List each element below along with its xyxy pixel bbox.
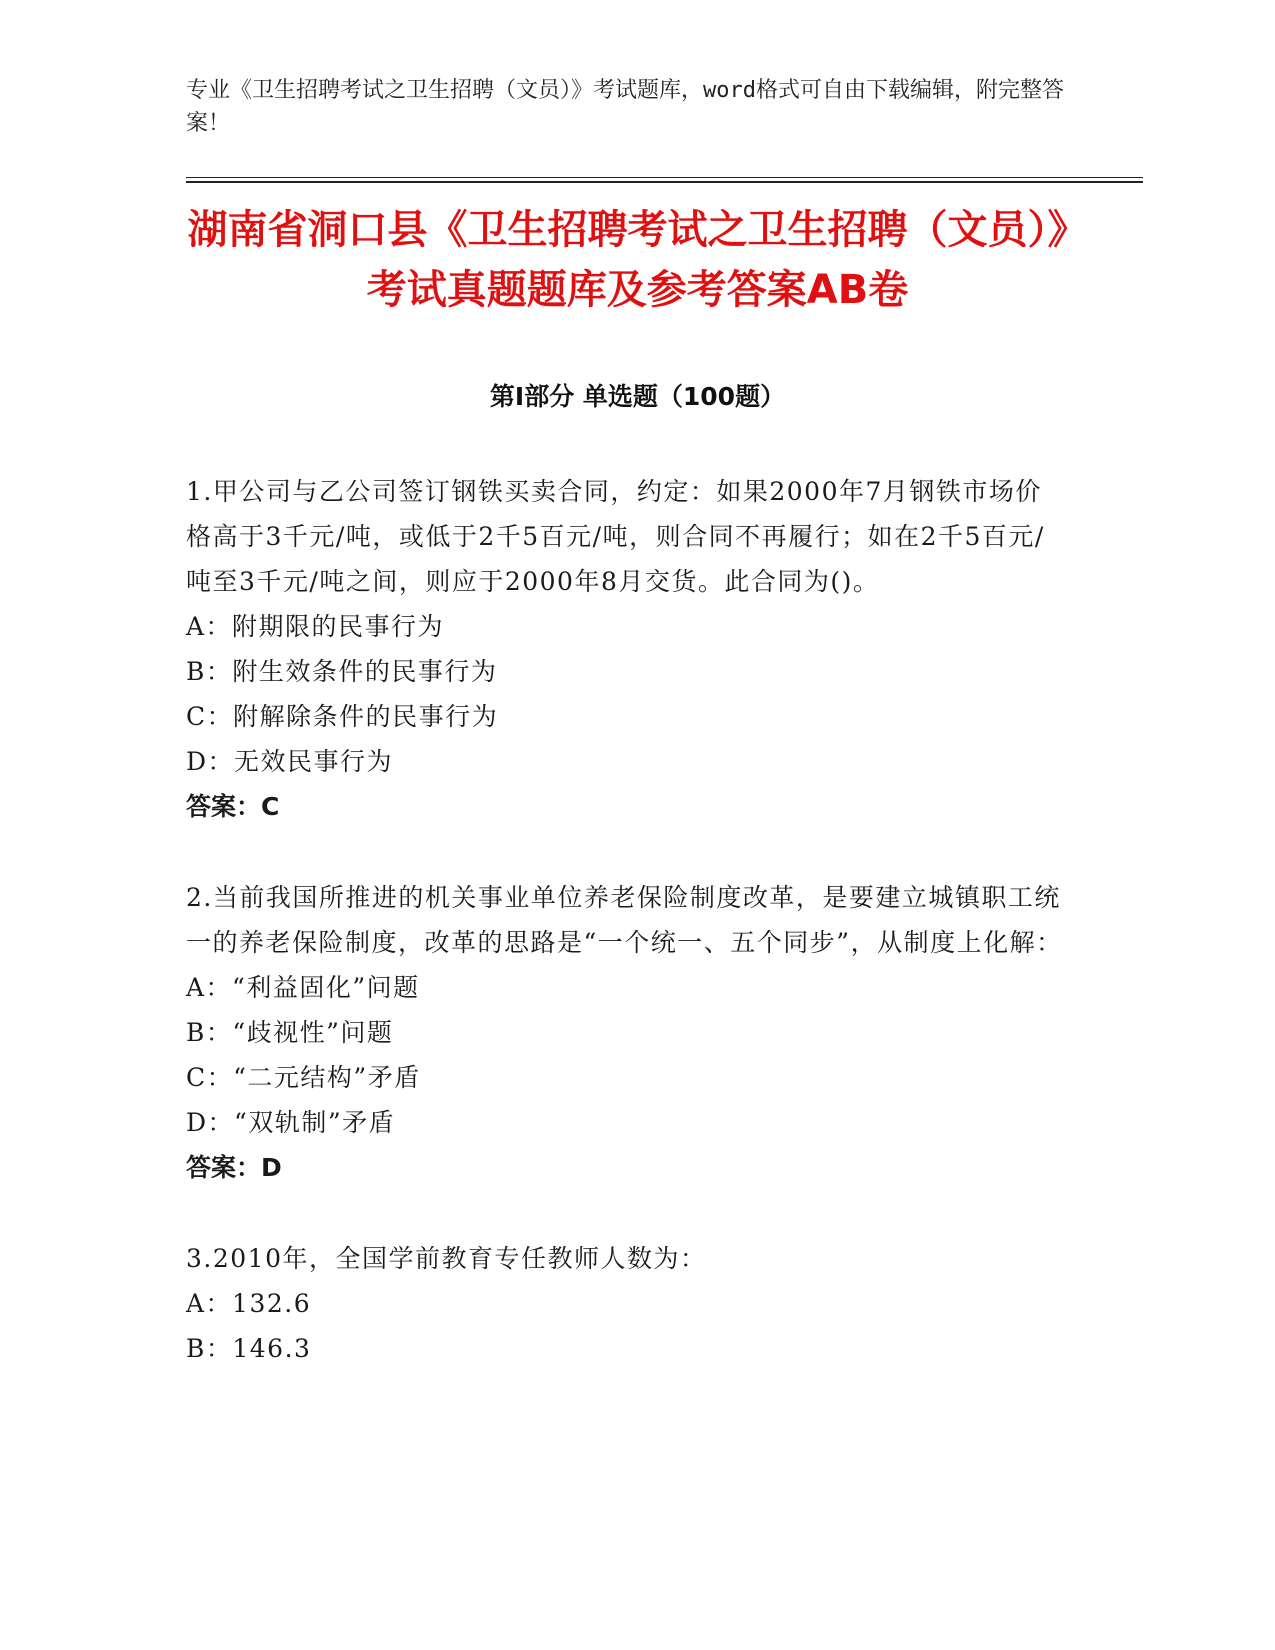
option-d: D：无效民事行为 bbox=[186, 747, 394, 776]
option-a: A：附期限的民事行为 bbox=[186, 612, 445, 641]
option-b: B：附生效条件的民事行为 bbox=[186, 657, 498, 686]
document-title: 湖南省洞口县《卫生招聘考试之卫生招聘（文员）》考试真题题库及参考答案AB卷 bbox=[187, 207, 1088, 313]
question-3 bbox=[186, 1236, 1066, 1371]
option-c: C：附解除条件的民事行为 bbox=[186, 702, 499, 731]
question-stem: 1.甲公司与乙公司签订钢铁买卖合同，约定：如果2000年7月钢铁市场价格高于3千元/吨，或低于2千5百元/吨，则合同不再履行；如在2千5百元/吨至3千元/吨之间，则应于2000年8月交货。此合同为()。 bbox=[186, 477, 1045, 596]
question-1 bbox=[186, 469, 1066, 829]
option-a: A：“利益固化”问题 bbox=[186, 973, 420, 1002]
answer: 答案：C bbox=[186, 792, 280, 821]
option-b: B：146.3 bbox=[186, 1334, 312, 1363]
section-title: 第Ⅰ部分 单选题（100题） bbox=[489, 382, 786, 411]
option-c: C：“二元结构”矛盾 bbox=[186, 1063, 421, 1092]
answer: 答案：D bbox=[186, 1153, 282, 1182]
option-b: B：“歧视性”问题 bbox=[186, 1018, 394, 1047]
header-divider bbox=[186, 177, 1143, 178]
question-list bbox=[186, 469, 1066, 1417]
question-stem: 2.当前我国所推进的机关事业单位养老保险制度改革，是要建立城镇职工统一的养老保险制度，改革的思路是“一个统一、五个同步”，从制度上化解： bbox=[186, 883, 1063, 957]
option-d: D：“双轨制”矛盾 bbox=[186, 1108, 396, 1137]
option-a: A：132.6 bbox=[186, 1289, 312, 1318]
question-2 bbox=[186, 875, 1066, 1190]
header-note: 专业《卫生招聘考试之卫生招聘（文员）》考试题库，word格式可自由下载编辑，附完整答案！ bbox=[186, 78, 1064, 136]
question-stem: 3.2010年，全国学前教育专任教师人数为： bbox=[186, 1244, 707, 1273]
